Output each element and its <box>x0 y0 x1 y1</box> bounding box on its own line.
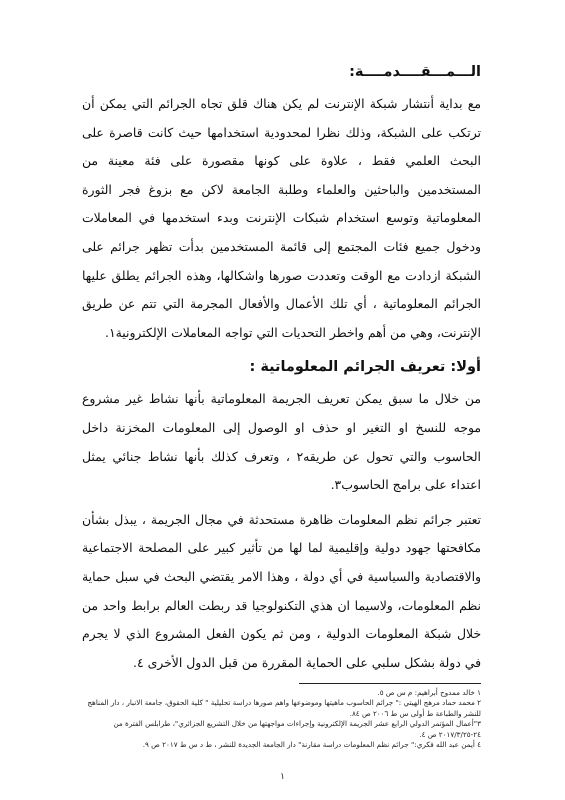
footnote-4: ٤ أيمن عبد الله فكري:" جرائم نظم المعلومات دراسة مقارنة" دار الجامعة الجديدة للنشر ، ط د س ط ٢٠١٧ ص ٩. <box>142 740 481 750</box>
page-number: ١ <box>280 772 285 782</box>
intro-heading: الـــمـــقــــدمــــة: <box>349 64 481 80</box>
footnote-separator <box>299 683 481 684</box>
section1-paragraph-1: من خلال ما سبق يمكن تعريف الجريمة المعلوماتية بأنها نشاط غير مشروع موجه للنسخ او التغير او حذف او الوصول إلى المعلومات المخزنة داخل الحاسوب والتي تحول عن طريقه٢ ، وتعرف كذلك بأنها نشاط جنائي يمثل اعتداء على برامج الحاسوب٣. <box>82 391 481 493</box>
footnotes <box>82 688 481 750</box>
document-body <box>82 62 481 683</box>
footnote-3: ٣"أعمال المؤتمر الدولي الرابع عشر الجريمة الإلكترونية وإجراءات مواجهتها من خلال التشريع الجزائري"، طرابلس الفترة من ٢٤-٢٠١٧/٣/٢٥ ص ٤. <box>113 719 481 739</box>
intro-paragraph: مع بداية أنتشار شبكة الإنترنت لم يكن هناك قلق تجاه الجرائم التي يمكن أن ترتكب على الشبكة، وذلك نظرا لمحدودية استخدامها حيث كانت قاصرة على البحث العلمي فقط ، علاوة على كونها مقصورة على فئة معينة من المستخدمين والباحثين والعلماء وطلبة الجامعة لاكن مع بزوغ فجر الثورة المعلوماتية وتوسع استخدام شبكات الإنترنت وبدء استخدمها في المعاملات ودخول جميع فئات المجتمع إلى قائمة المستخدمين بدأت تظهر جرائم على الشبكة ازدادت مع الوقت وتعددت صورها واشكالها، وهذه الجرائم يطلق عليها الجرائم المعلوماتية ، أي تلك الأعمال والأفعال المجرمة التي تتم عن طريق الإنترنت، وهي من أهم واخطر التحديات التي تواجه المعاملات الإلكترونية١. <box>82 96 481 340</box>
footnote-1: ١ خالد ممدوح أبراهيم: م س ص ٥. <box>377 688 481 697</box>
footnote-2: ٢ محمد حماد مرهج الهيتي :" جرائم الحاسوب ماهيتها وموضوعها واهم صورها دراسة تحليلية " كلية الحقوق، جامعة الانبار ، دار المناهج للنشر والطباعة ط أولى س ط ٢٠٠٦ ص ٨٤. <box>87 698 481 718</box>
section1-heading: أولا: تعريف الجرائم المعلوماتية : <box>249 359 481 376</box>
section1-paragraph-2: تعتبر جرائم نظم المعلومات ظاهرة مستحدثة في مجال الجريمة ، يبذل بشأن مكافحتها جهود دولية وإقليمية لما لها من تأثير كبير على المصلحة الاجتماعية والاقتصادية والسياسية في أي دولة ، وهذا الامر يقتضي البحث في سبل حماية نظم المعلومات، ولاسيما ان هذي التكنولوجيا قد ربطت العالم برابط واحد من خلال شبكة المعلومات الدولية ، ومن ثم يكون الفعل المشروع الذي لا يجرم في دولة بشكل سلبي على الحماية المقررة من قبل الدول الأخرى ٤. <box>82 511 481 670</box>
